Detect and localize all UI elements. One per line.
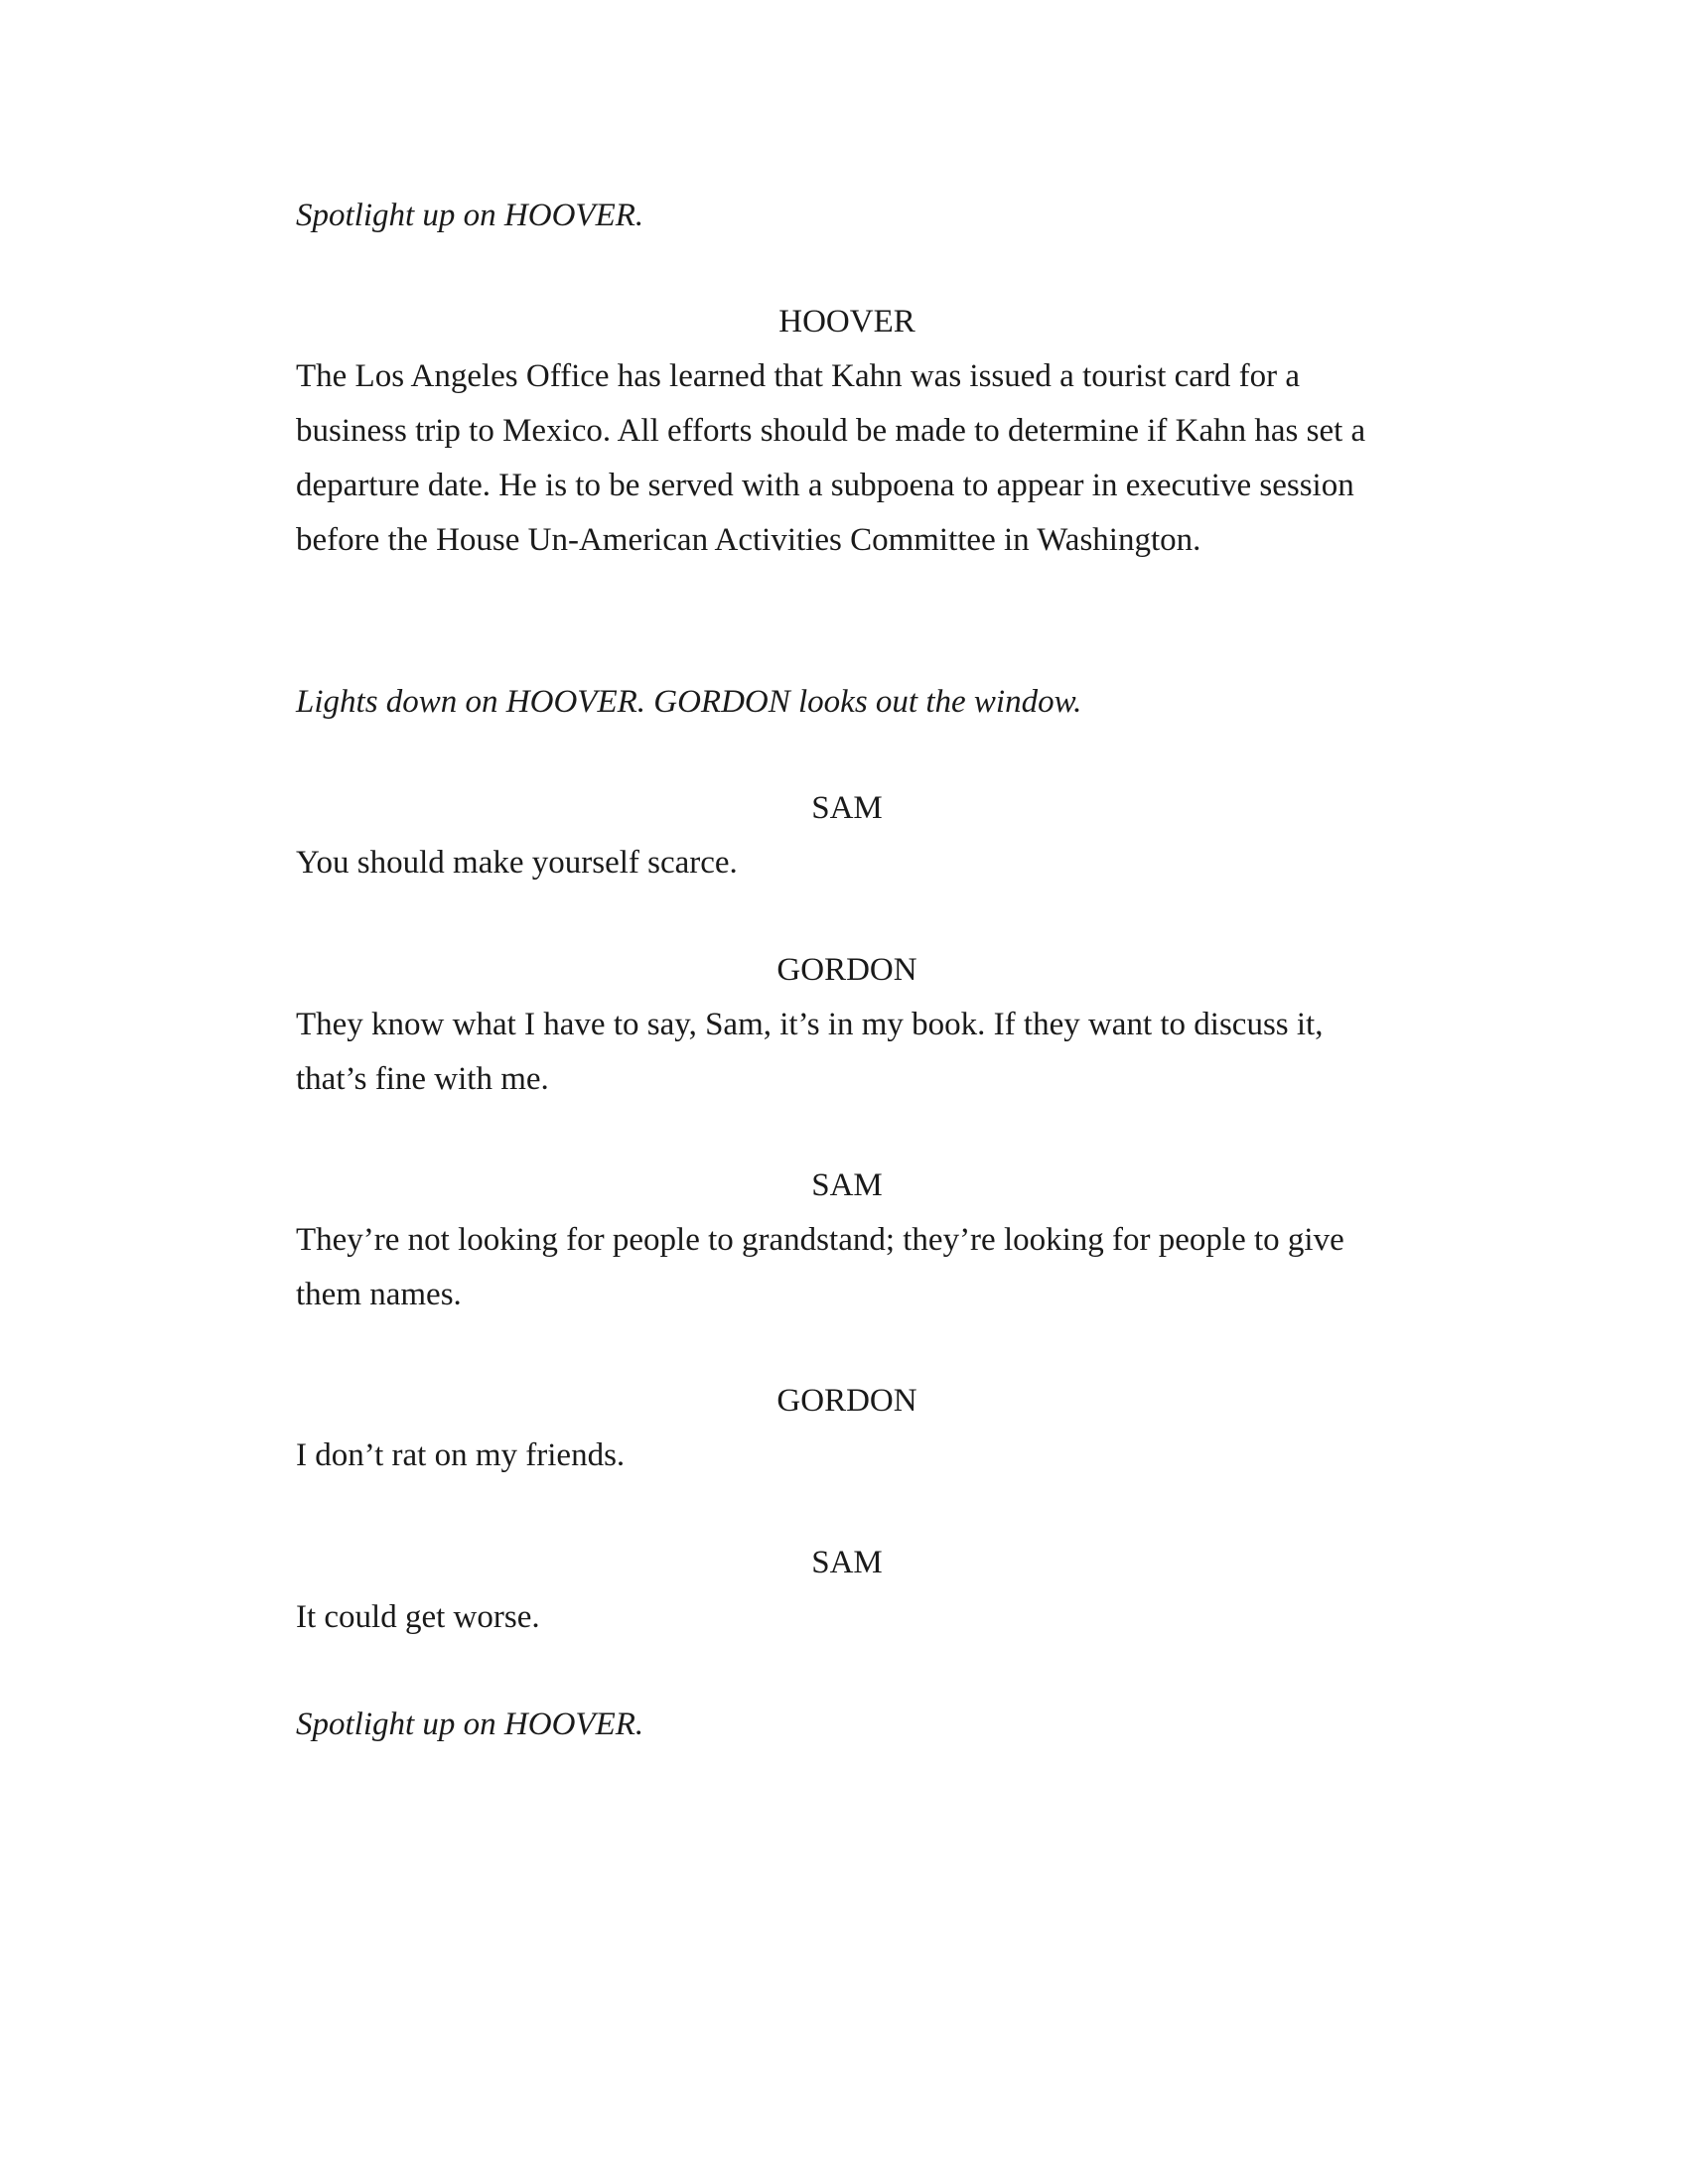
stage-direction: Spotlight up on HOOVER. xyxy=(296,1706,644,1742)
character-name: SAM xyxy=(811,1167,883,1203)
dialogue: They know what I have to say, Sam, it’s in my book. If they want to discuss it, that’s fine with me. xyxy=(296,1007,1324,1097)
dialogue: The Los Angeles Office has learned that Kahn was issued a tourist card for a business trip to Mexico. All efforts should be made to determine if Kahn has set a departure date. He is to be served with a subpoena to appear in executive session before the House Un-American Activities Committee in Washington. xyxy=(296,358,1366,558)
character-name: GORDON xyxy=(776,952,917,988)
dialogue: They’re not looking for people to grandstand; they’re looking for people to give them names. xyxy=(296,1222,1344,1312)
stage-direction: Lights down on HOOVER. GORDON looks out the window. xyxy=(296,684,1082,720)
character-name: HOOVER xyxy=(778,304,915,340)
stage-direction: Spotlight up on HOOVER. xyxy=(296,198,644,233)
dialogue: I don’t rat on my friends. xyxy=(296,1437,626,1473)
character-name: SAM xyxy=(811,1545,883,1580)
dialogue: You should make yourself scarce. xyxy=(296,845,738,881)
character-name: GORDON xyxy=(776,1383,917,1419)
dialogue: It could get worse. xyxy=(296,1599,540,1635)
character-name: SAM xyxy=(811,790,883,826)
